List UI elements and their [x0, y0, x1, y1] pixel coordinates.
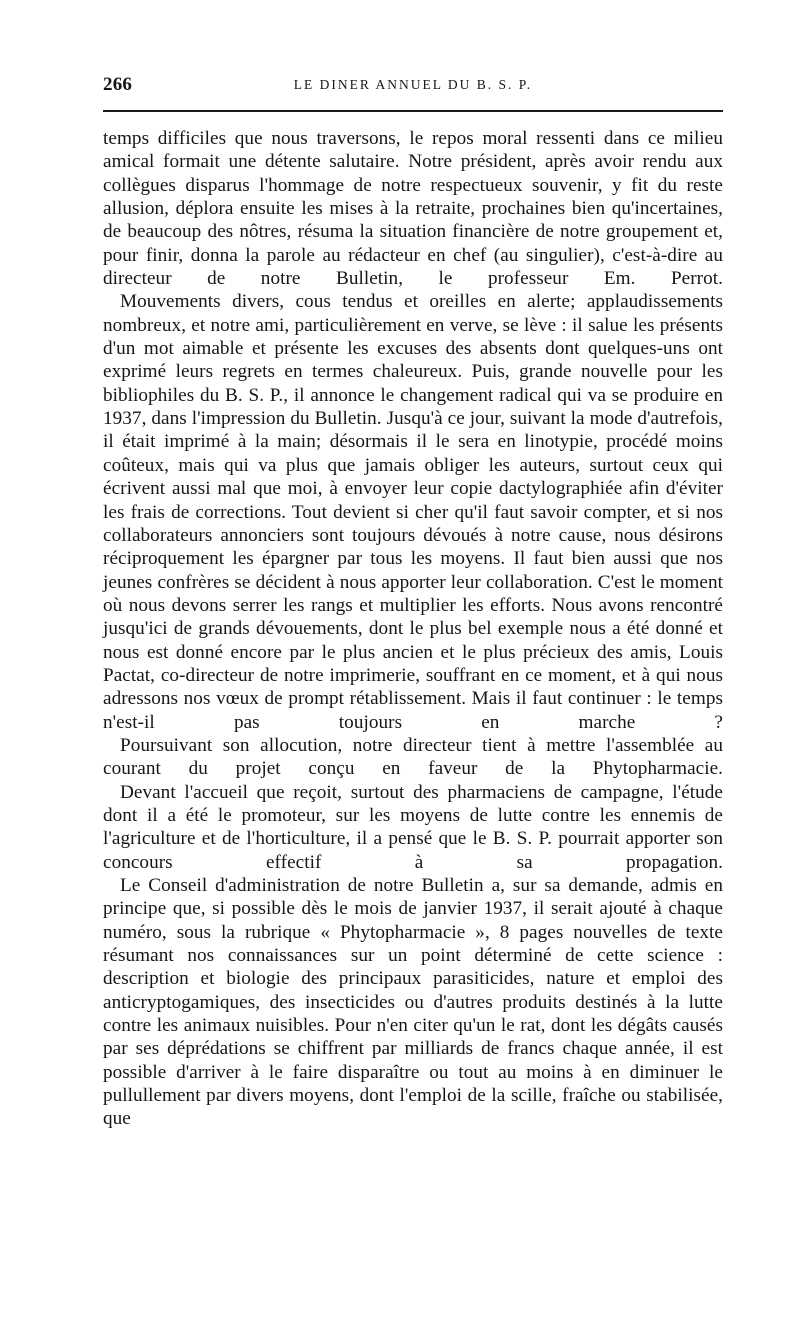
paragraph-2: Mouvements divers, cous tendus et oreilles en alerte; applaudissements nombreux, et notre ami, particulièrement en verve, se lève : il salue les présents d'un mot aimable et présente les excuses des absents dont quelques-uns ont exprimé leurs regrets en termes chaleureux. Puis, grande nouvelle pour les bibliophiles du B. S. P., il annonce le changement radical qui va se produire en 1937, dans l'impression du Bulletin. Jusqu'à ce jour, suivant la mode d'autrefois, il était imprimé à la main; désormais il le sera en linotypie, procédé moins coûteux, mais qui va plus que jamais obliger les auteurs, surtout ceux qui écrivent aussi mal que moi, à envoyer leur copie dactylographiée afin d'éviter les frais de corrections. Tout devient si cher qu'il faut savoir compter, et si nos collaborateurs annonciers sont toujours dévoués à notre cause, nous désirons réciproquement les épargner par tous les moyens. Il faut bien aussi que nos jeunes confrères se décident à nous apporter leur collaboration. C'est le moment où nous devons serrer les rangs et multiplier les efforts. Nous avons rencontré jusqu'ici de grands dévouements, dont le plus bel exemple nous a été donné et nous est donné encore par le plus ancien et le plus précieux des amis, Louis Pactat, co-directeur de notre imprimerie, souffrant en ce moment, et à qui nous adressons nos vœux de prompt rétablissement. Mais il faut continuer : le temps n'est-il pas toujours en marche ? — [103, 291, 723, 733]
paragraph-3: Poursuivant son allocution, notre directeur tient à mettre l'assemblée au courant du projet conçu en faveur de la Phytopharmacie. — [103, 734, 723, 780]
page-header — [103, 74, 723, 100]
paragraph-1: temps difficiles que nous traversons, le repos moral ressenti dans ce milieu amical formait une détente salutaire. Notre président, après avoir rendu aux collègues disparus l'hommage de notre respectueux souvenir, y fit du reste allusion, déplora ensuite les mises à la retraite, prochaines bien qu'incertaines, de beaucoup des nôtres, résuma la situation financière de notre groupement et, pour finir, donna la parole au rédacteur en chef (au singulier), c'est-à-dire au directeur de notre Bulletin, le professeur Em. Perrot. — [103, 128, 723, 290]
running-title: LE DINER ANNUEL DU B. S. P. — [293, 77, 533, 92]
page-number: 266 — [103, 74, 133, 95]
paragraph-5: Le Conseil d'administration de notre Bulletin a, sur sa demande, admis en principe que, si possible dès le mois de janvier 1937, il serait ajouté à chaque numéro, sous la rubrique « Phytopharmacie », 8 pages nouvelles de texte résumant nos connaissances sur un point déterminé de cette science : description et biologie des principaux parasiticides, nature et emploi des anticryptogamiques, des insecticides ou d'autres produits destinés à la lutte contre les animaux nuisibles. Pour n'en citer qu'un le rat, dont les dégâts causés par ses déprédations se chiffrent par milliards de francs chaque année, il est possible d'arriver à le faire disparaître ou tout au moins à en diminuer le pullullement par divers moyens, dont l'emploi de la scille, fraîche ou stabilisée, que — [103, 875, 723, 1130]
paragraph-4: Devant l'accueil que reçoit, surtout des pharmaciens de campagne, l'étude dont il a été le promoteur, sur les moyens de lutte contre les ennemis de l'agriculture et de l'horticulture, il a pensé que le B. S. P. pourrait apporter son concours effectif à sa propagation. — [103, 781, 723, 873]
header-rule — [103, 110, 723, 112]
body-text — [103, 127, 723, 1131]
